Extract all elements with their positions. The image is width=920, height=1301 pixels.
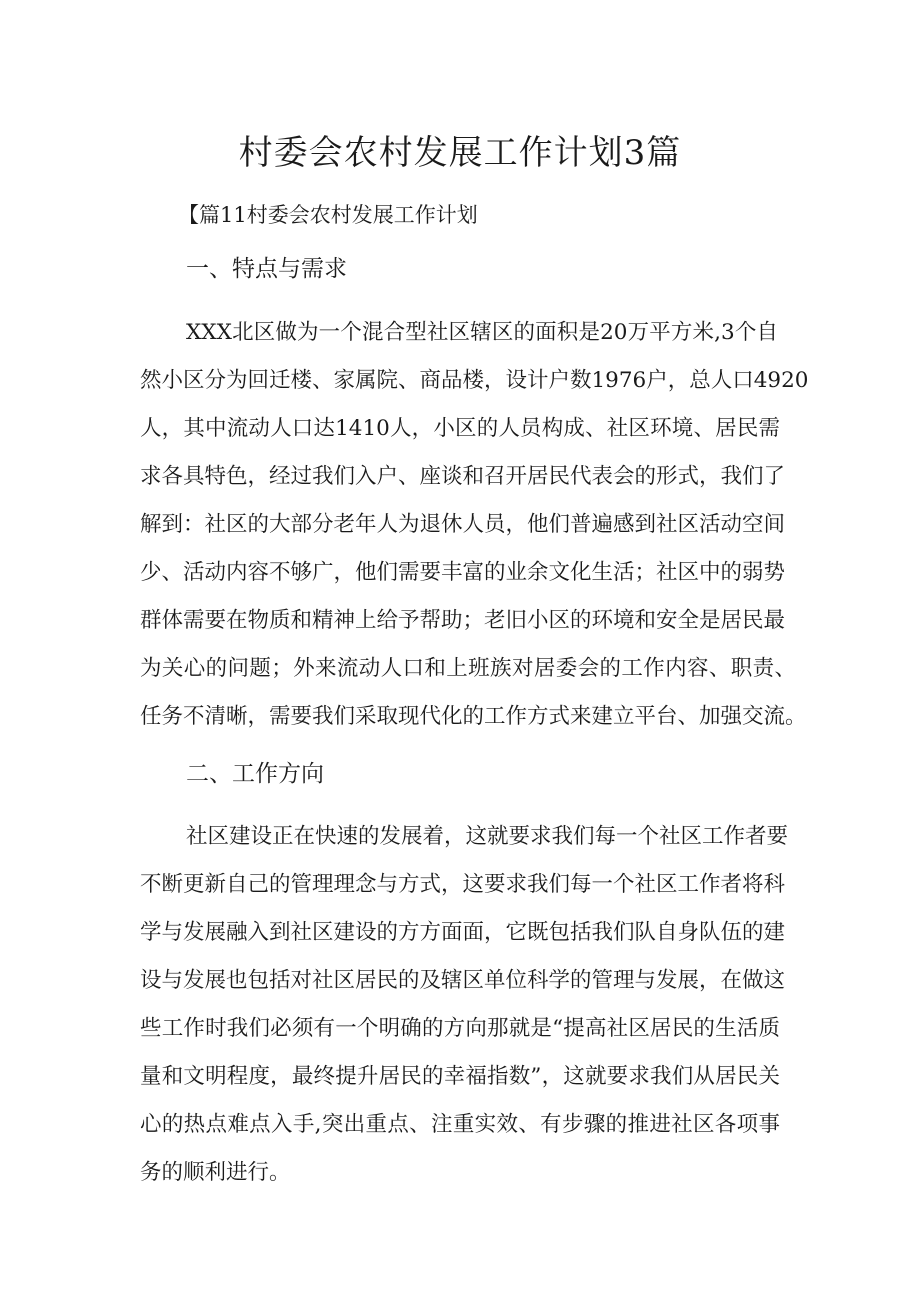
paragraph-line: 为关心的问题；外来流动人口和上班族对居委会的工作内容、职责、 [140,656,796,681]
paragraph-line: 然小区分为回迁楼、家属院、商品楼，设计户数1976户，总人口4920 [140,368,809,393]
paragraph-line: 解到：社区的大部分老年人为退休人员，他们普遍感到社区活动空间 [140,512,786,537]
paragraph-line: 些工作时我们必须有一个明确的方向那就是“提高社区居民的生活质 [140,1016,780,1041]
paragraph-line: 不断更新自己的管理理念与方式，这要求我们每一个社区工作者将科 [140,872,786,897]
paragraph-line: 任务不清晰，需要我们采取现代化的工作方式来建立平台、加强交流。 [140,704,807,729]
paragraph-line: 群体需要在物质和精神上给予帮助；老旧小区的环境和安全是居民最 [140,608,786,633]
paragraph-line: 学与发展融入到社区建设的方方面面，它既包括我们队自身队伍的建 [140,920,786,945]
paragraph-line: 心的热点难点入手,突出重点、注重实效、有步骤的推进社区各项事 [140,1112,780,1137]
document-title: 村委会农村发展工作计划3篇 [238,133,682,173]
section-heading-2: 二、工作方向 [186,761,324,787]
section-heading-1: 一、特点与需求 [186,256,347,282]
paragraph-line: 少、活动内容不够广，他们需要丰富的业余文化生活；社区中的弱势 [140,560,786,585]
paragraph-line: XXX北区做为一个混合型社区辖区的面积是20万平方米,3个自 [186,320,778,345]
paragraph-line: 量和文明程度，最终提升居民的幸福指数”，这就要求我们从居民关 [140,1064,780,1089]
paragraph-line: 设与发展也包括对社区居民的及辖区单位科学的管理与发展，在做这 [140,968,786,993]
paragraph-line: 人，其中流动人口达1410人，小区的人员构成、社区环境、居民需 [140,416,780,441]
paragraph-line: 社区建设正在快速的发展着，这就要求我们每一个社区工作者要 [186,824,789,849]
document-subtitle: 【篇11村委会农村发展工作计划 [178,203,478,227]
paragraph-line: 求各具特色，经过我们入户、座谈和召开居民代表会的形式，我们了 [140,464,786,489]
paragraph-line: 务的顺利进行。 [140,1160,291,1185]
